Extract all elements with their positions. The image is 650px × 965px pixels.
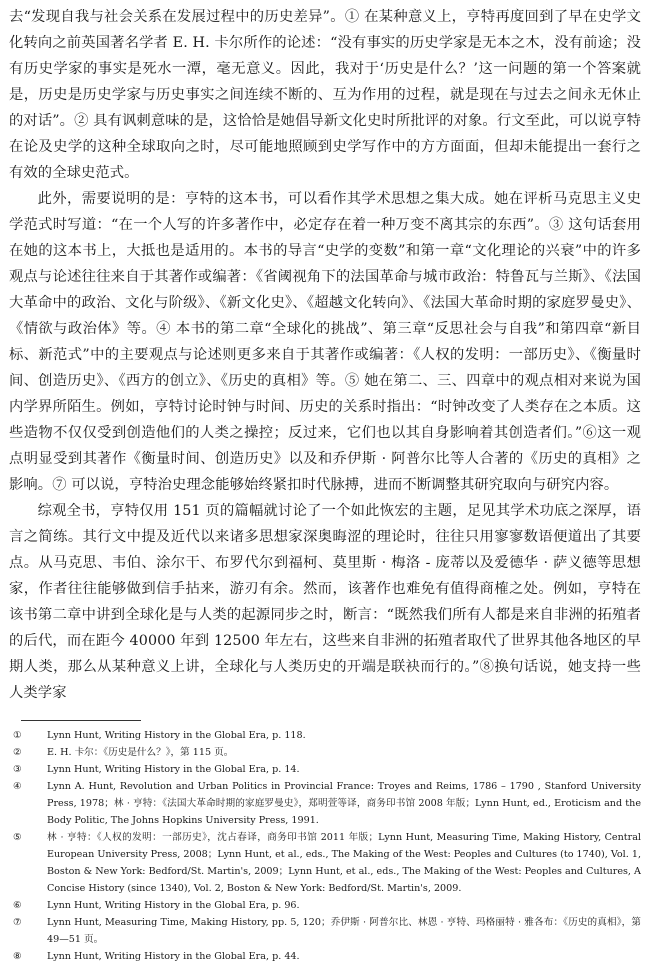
footnote-2 <box>11 744 641 761</box>
footnote-divider <box>21 720 141 721</box>
footnote-number: ① <box>13 730 22 741</box>
footnote-text: Lynn Hunt, Writing History in the Global Era, p. 118. <box>47 730 306 741</box>
footnote-text: E. H. 卡尔：《历史是什么？》，第 115 页。 <box>47 747 234 758</box>
footnote-7 <box>11 914 641 948</box>
footnote-5 <box>11 829 641 897</box>
footnote-6 <box>11 897 641 914</box>
paragraph-3: 综观全书，亨特仅用 151 页的篇幅就讨论了一个如此恢宏的主题，足见其学术功底之深厚，语言之简练。其行文中提及近代以来诸多思想家深奥晦涩的理论时，往往只用寥寥数语便道出了其要点。从马克思、韦伯、涂尔干、布罗代尔到福柯、莫里斯 · 梅洛 - 庞蒂以及爱德华 · 萨义德等思想家，作者往往能够做到信手拈来，游刃有余。然而，该著作也难免有值得商榷之处。例如，亨特在该书第二章中讲到全球化是与人类的起源同步之时，断言：“既然我们所有人都是来自非洲的拓殖者的后代，而在距今 40000 年到 12500 年左右，这些来自非洲的拓殖者取代了世界其他各地区的早期人类，那么从某种意义上讲，全球化与人类历史的开端是联袂而行的。”⑧换句话说，她支持一些人类学家 <box>9 503 641 701</box>
footnote-number: ③ <box>13 764 22 775</box>
footnote-text: Lynn A. Hunt, Revolution and Urban Politics in Provincial France: Troyes and Reims, 1786 – 1790 , Stanford University Press, 1978；林 · 亨特：《法国大革命时期的家庭罗曼史》，郑明萱等译，商务印书馆 2008 年版；Lynn Hunt, ed., Eroticism and the Body Politic, The Johns Hopkins University Press, 1991. <box>47 781 641 826</box>
footnote-4 <box>11 778 641 829</box>
page <box>9 4 641 965</box>
footnote-text: Lynn Hunt, Measuring Time, Making History, pp. 5, 120；乔伊斯 · 阿普尔比、林恩 · 亨特、玛格丽特 · 雅各布：《历史的真相》，第 49—51 页。 <box>47 917 641 945</box>
paragraph-1: 去“发现自我与社会关系在发展过程中的历史差异”。① 在某种意义上，亨特再度回到了早在史学文化转向之前英国著名学者 E. H. 卡尔所作的论述：“没有事实的历史学家是无本之木，没有前途；没有历史学家的事实是死水一潭，毫无意义。因此，我对于‘历史是什么？’这一问题的第一个答案就是，历史是历史学家与历史事实之间连续不断的、互为作用的过程，就是现在与过去之间永无休止的对话”。② 具有讽刺意味的是，这恰恰是她倡导新文化史时所批评的对象。行文至此，可以说亨特在论及史学的这种全球取向之时，尽可能地照顾到史学写作中的方方面面，但却未能提出一套行之有效的全球史范式。 <box>9 9 641 181</box>
footnote-8 <box>11 948 641 965</box>
footnote-text: Lynn Hunt, Writing History in the Global Era, p. 14. <box>47 764 300 775</box>
footnote-number: ⑤ <box>13 832 22 843</box>
footnote-number: ⑧ <box>13 951 22 962</box>
footnote-1 <box>11 727 641 744</box>
paragraph-2: 此外，需要说明的是：亨特的这本书，可以看作其学术思想之集大成。她在评析马克思主义史学范式时写道：“在一个人写的许多著作中，必定存在着一种万变不离其宗的东西”。③ 这句话套用在她的这本书上，大抵也是适用的。本书的导言“史学的变数”和第一章“文化理论的兴衰”中的许多观点与论述往往来自于其著作或编著：《省阈视角下的法国革命与城市政治：特鲁瓦与兰斯》、《法国大革命中的政治、文化与阶级》、《新文化史》、《超越文化转向》、《法国大革命时期的家庭罗曼史》、《情欲与政治体》等。④ 本书的第二章“全球化的挑战”、第三章“反思社会与自我”和第四章“新目标、新范式”中的主要观点与论述则更多来自于其著作或编著：《人权的发明：一部历史》、《衡量时间、创造历史》、《西方的创立》、《历史的真相》等。⑤ 她在第二、三、四章中的观点相对来说为国内学界所陌生。例如，亨特讨论时钟与时间、历史的关系时指出：“时钟改变了人类存在之本质。这些造物不仅仅受到创造他们的人类之操控；反过来，它们也以其自身影响着其创造者们。”⑥这一观点明显受到其著作《衡量时间、创造历史》以及和乔伊斯 · 阿普尔比等人合著的《历史的真相》之影响。⑦ 可以说，亨特治史理念能够始终紧扣时代脉搏，进而不断调整其研究取向与研究内容。 <box>9 191 641 493</box>
footnote-3 <box>11 761 641 778</box>
footnote-text: Lynn Hunt, Writing History in the Global Era, p. 96. <box>47 900 300 911</box>
body-text <box>9 4 641 706</box>
footnote-text: 林 · 亨特：《人权的发明：一部历史》，沈占春译，商务印书馆 2011 年版；Lynn Hunt, Measuring Time, Making History, Central European University Press, 2008；Lynn Hunt, et al., eds., The Making of the West: Peoples and Cultures (to 1740), Vol. 1, Boston & New York: Bedford/St. Martin's, 2009；Lynn Hunt, et al., eds., The Making of the West: Peoples and Cultures, A Concise History (since 1340), Vol. 2, Boston & New York: Bedford/St. Martin's, 2009. <box>47 832 641 894</box>
footnote-number: ⑥ <box>13 900 22 911</box>
footnotes <box>9 727 641 965</box>
footnote-text: Lynn Hunt, Writing History in the Global Era, p. 44. <box>47 951 300 962</box>
footnote-number: ④ <box>13 781 22 792</box>
footnote-number: ② <box>13 747 22 758</box>
footnote-number: ⑦ <box>13 917 22 928</box>
